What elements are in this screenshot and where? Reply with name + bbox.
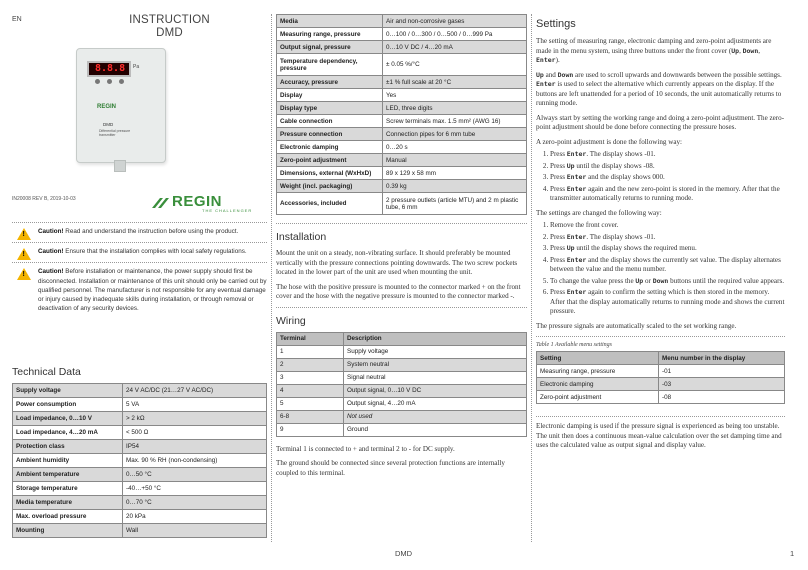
table-caption: Table 1 Available menu settings bbox=[536, 342, 612, 348]
table-row: Accessories, included 2 pressure outlets (article MTU) and 2 m plastic tube, 6 mm bbox=[277, 193, 527, 215]
technical-data-section bbox=[12, 366, 267, 538]
list-item: 3. Press Enter and the display shows 000. bbox=[550, 173, 785, 183]
product-image bbox=[76, 48, 166, 163]
table-row: Measuring range, pressure 0…100 / 0…300 / 0…500 / 0…999 Pa bbox=[277, 28, 527, 41]
table-row: Load impedance, 4…20 mA < 500 Ω bbox=[13, 426, 267, 440]
wiring-heading: Wiring bbox=[276, 314, 306, 327]
list-item: 3. Press Up until the display shows the required menu. bbox=[550, 244, 785, 254]
table-row: Storage temperature -40…+50 °C bbox=[13, 482, 267, 496]
wiring-section bbox=[276, 307, 527, 479]
table-row: Cable connection Screw terminals max. 1.5 mm² (AWG 16) bbox=[277, 115, 527, 128]
warning-icon bbox=[17, 268, 31, 280]
logo-mark-icon bbox=[150, 196, 172, 210]
device-button-icon bbox=[95, 79, 100, 84]
wiring-paragraph: The ground should be connected since several protection functions are internally coupled to this terminal. bbox=[276, 459, 505, 477]
table-row: Zero-point adjustment -08 bbox=[537, 391, 785, 404]
device-cable-gland bbox=[114, 160, 126, 172]
table-row: Dimensions, external (WxHxD) 89 x 129 x 58 mm bbox=[277, 167, 527, 180]
list-item: 2. Press Up until the display shows -08. bbox=[550, 162, 785, 172]
list-item: 4. Press Enter again and the new zero-point is stored in the memory. After that the transmitter automatically returns to running mode. bbox=[550, 185, 785, 204]
table-row: 6-8 Not used bbox=[277, 410, 527, 423]
table-row: Supply voltage 24 V AC/DC (21…27 V AC/DC) bbox=[13, 384, 267, 398]
table-row: 2 System neutral bbox=[277, 358, 527, 371]
installation-heading: Installation bbox=[276, 231, 327, 243]
caution-notice: ! Caution! Read and understand the instruction before using the product. bbox=[12, 222, 267, 242]
document-title bbox=[72, 14, 267, 40]
list-item: 6. Press Enter again to confirm the setting which is then stored in the memory. After that the display automatically returns to running mode and shows the current pressure. bbox=[550, 288, 785, 317]
table-row: Max. overload pressure 20 kPa bbox=[13, 510, 267, 524]
settings-paragraph: The settings are changed the following way: bbox=[536, 208, 662, 217]
list-item: 5. To change the value press the Up or Down buttons until the required value appears. bbox=[550, 277, 785, 287]
list-item: 2. Press Enter. The display shows -01. bbox=[550, 233, 785, 243]
caution-notice: ! Caution! Before installation or maintenance, the power supply should first be disconnected. Installation or maintenance of this unit should only be carried out by qualified personnel. The manufacturer is not responsible for any eventual damage or injury caused by inadequate skills during installation, or through removal or deactivation of any security devices. bbox=[12, 262, 267, 319]
table-row: Ambient humidity Max. 90 % RH (non-condensing) bbox=[13, 454, 267, 468]
table-row: Accuracy, pressure ±1 % full scale at 20 °C bbox=[277, 76, 527, 89]
table-row: 5 Output signal, 4…20 mA bbox=[277, 397, 527, 410]
warning-icon bbox=[17, 228, 31, 240]
zero-point-steps bbox=[536, 150, 785, 204]
table-row: Output signal, pressure 0…10 V DC / 4…20 mA bbox=[277, 41, 527, 54]
table-row: Load impedance, 0…10 V > 2 kΩ bbox=[13, 412, 267, 426]
menu-settings-table bbox=[536, 351, 785, 404]
language-code: EN bbox=[12, 16, 22, 23]
table-row: Mounting Wall bbox=[13, 524, 267, 538]
footer-page-number: 1 bbox=[790, 549, 795, 558]
warning-icon bbox=[17, 248, 31, 260]
column-divider bbox=[271, 14, 272, 542]
table-row: Temperature dependency, pressure ± 0.05 %/°C bbox=[277, 54, 527, 76]
device-description: Differential pressure transmitter bbox=[99, 129, 131, 137]
table-row: Electronic damping -03 bbox=[537, 378, 785, 391]
table-row: Media Air and non-corrosive gases bbox=[277, 15, 527, 28]
list-item: 1. Press Enter. The display shows -01. bbox=[550, 150, 785, 160]
column-middle bbox=[276, 14, 527, 483]
device-button-icon bbox=[119, 79, 124, 84]
device-model: DMD bbox=[103, 122, 114, 127]
list-item: 1. Remove the front cover. bbox=[550, 221, 785, 231]
table-row: Electronic damping 0…20 s bbox=[277, 141, 527, 154]
table-row: Weight (incl. packaging) 0.39 kg bbox=[277, 180, 527, 193]
wiring-table bbox=[276, 332, 527, 437]
table-row: Zero-point adjustment Manual bbox=[277, 154, 527, 167]
change-settings-steps bbox=[536, 221, 785, 317]
wiring-paragraph: Terminal 1 is connected to + and terminal 2 to - for DC supply. bbox=[276, 444, 455, 453]
footer-document-name: DMD bbox=[395, 549, 413, 558]
table-row: 1 Supply voltage bbox=[277, 345, 527, 358]
specifications-table bbox=[276, 14, 527, 215]
list-item: 4. Press Enter and the display shows the currently set value. The display alternates between the value and the menu number. bbox=[550, 256, 785, 275]
settings-paragraph: The pressure signals are automatically scaled to the set working range. bbox=[536, 321, 737, 330]
caution-notice: ! Caution! Ensure that the installation complies with local safety regulations. bbox=[12, 242, 267, 262]
settings-heading: Settings bbox=[536, 18, 576, 30]
document-reference: IN20008 REV B, 2019-10-03 bbox=[12, 196, 76, 202]
table-header-row: Terminal Description bbox=[277, 332, 527, 345]
settings-paragraph: A zero-point adjustment is done the following way: bbox=[536, 137, 682, 146]
table-row: Protection class IP54 bbox=[13, 440, 267, 454]
column-left bbox=[12, 14, 267, 40]
table-row: Ambient temperature 0…50 °C bbox=[13, 468, 267, 482]
table-header-row: Setting Menu number in the display bbox=[537, 352, 785, 365]
regin-logo: REGIN THE CHALLENGER bbox=[172, 193, 252, 213]
table-row: Power consumption 5 VA bbox=[13, 398, 267, 412]
table-row: 4 Output signal, 0…10 V DC bbox=[277, 384, 527, 397]
table-row: Display Yes bbox=[277, 89, 527, 102]
column-divider bbox=[531, 14, 532, 542]
table-row: Pressure connection Connection pipes for 6 mm tube bbox=[277, 128, 527, 141]
table-row: 3 Signal neutral bbox=[277, 371, 527, 384]
damping-block bbox=[536, 416, 785, 451]
settings-paragraph: Up and Down are used to scroll upwards and downwards between the possible settings. Enter is used to select the alternative which currently appears on the display. If the buttons are left unattended for a period of 10 seconds, the unit automatically returns to running mode. bbox=[536, 70, 782, 107]
menu-settings-block bbox=[536, 336, 785, 404]
table-row: Measuring range, pressure -01 bbox=[537, 365, 785, 378]
table-row: 9 Ground bbox=[277, 423, 527, 436]
settings-paragraph: Always start by setting the working range and doing a zero-point adjustment. The zero-point adjustment should be done before connecting the pressure hoses. bbox=[536, 113, 785, 131]
table-row: Display type LED, three digits bbox=[277, 102, 527, 115]
installation-paragraph: Mount the unit on a steady, non-vibrating surface. It should preferably be mounted vertically with the pressure connections pointing downwards. The two screw pockets located in the lower part of the unit are used when mounting the unit. bbox=[276, 249, 518, 276]
installation-section bbox=[276, 223, 527, 302]
installation-paragraph: The hose with the positive pressure is mounted to the connector marked + on the front cover and the hose with the negative pressure is mounted to the connector marked -. bbox=[276, 282, 521, 300]
device-brand: REGIN bbox=[97, 104, 117, 110]
column-right bbox=[536, 14, 785, 456]
device-unit-label: Pa bbox=[133, 64, 140, 70]
title-line-1: INSTRUCTION bbox=[129, 14, 210, 26]
device-display: 8.8.8 bbox=[87, 61, 131, 77]
title-line-2: DMD bbox=[156, 27, 183, 39]
device-button-icon bbox=[107, 79, 112, 84]
technical-data-table bbox=[12, 383, 267, 538]
caution-list bbox=[12, 222, 267, 319]
table-row: Media temperature 0…70 °C bbox=[13, 496, 267, 510]
technical-data-heading: Technical Data bbox=[12, 366, 81, 378]
settings-paragraph: Electronic damping is used if the pressure signal is experienced as being too unstable. The unit then does a continuous mean-value calculation over the set damping time and uses the calculated value as output signal and display value. bbox=[536, 422, 782, 449]
settings-paragraph: The setting of measuring range, electronic damping and zero-point adjustments are made in the menu system, using three buttons under the front cover (Up, Down, Enter). bbox=[536, 37, 772, 64]
